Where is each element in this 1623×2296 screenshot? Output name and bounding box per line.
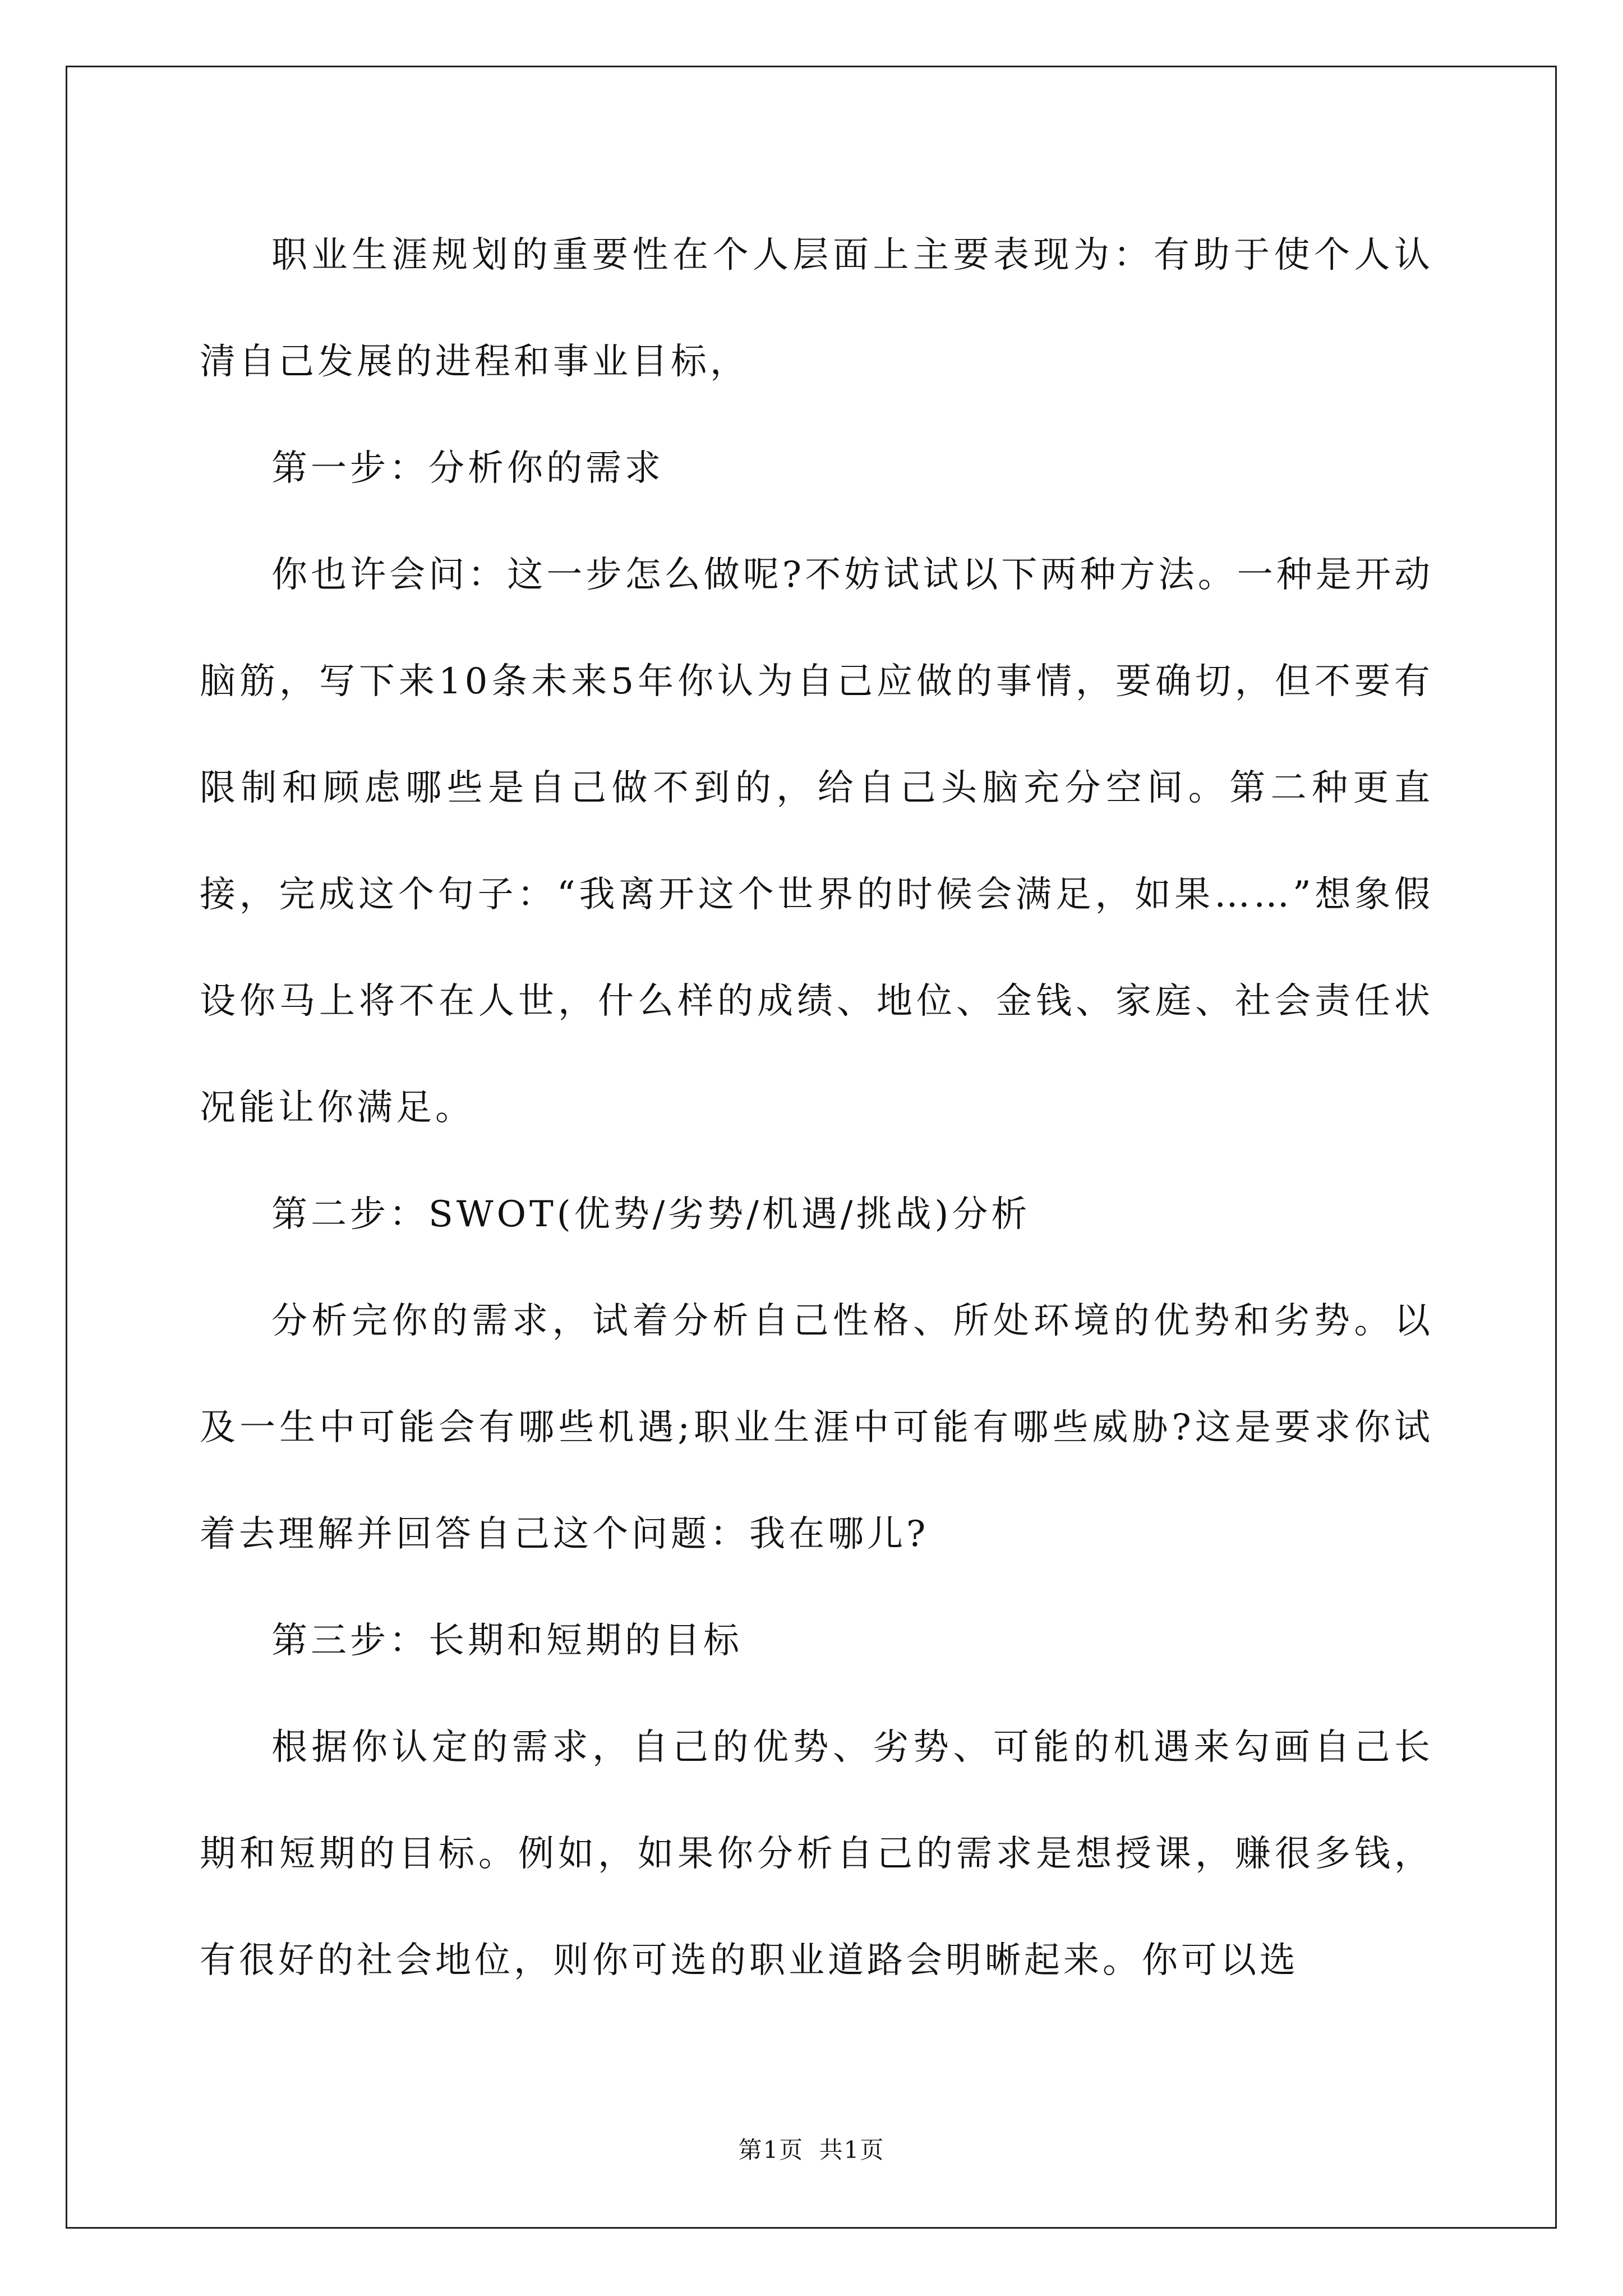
heading-step-3: 第三步：长期和短期的目标 — [271, 1620, 743, 1662]
paragraph-intro: 职业生涯规划的重要性在个人层面上主要表现为：有助于使个人认清自己发展的进程和事业目标， — [200, 234, 1433, 383]
document-body — [200, 202, 1433, 2014]
page-number: 第1页 — [738, 2136, 804, 2164]
paragraph-step-1: 你也许会问：这一步怎么做呢?不妨试试以下两种方法。一种是开动脑筋，写下来10条未来5年你认为自己应做的事情，要确切，但不要有限制和顾虑哪些是自己做不到的，给自己头脑充分空间。第二种更直接，完成这个句子：“我离开这个世界的时候会满足，如果……”想象假设你马上将不在人世，什么样的成绩、地位、金钱、家庭、社会责任状况能让你满足。 — [200, 554, 1433, 1129]
page-total: 共1页 — [819, 2136, 885, 2164]
page-footer — [0, 2132, 1623, 2165]
heading-step-1: 第一步：分析你的需求 — [271, 448, 664, 489]
paragraph-step-2: 分析完你的需求，试着分析自己性格、所处环境的优势和劣势。以及一生中可能会有哪些机遇;职业生涯中可能有哪些威胁?这是要求你试着去理解并回答自己这个问题：我在哪儿? — [200, 1300, 1433, 1555]
paragraph-step-3: 根据你认定的需求，自己的优势、劣势、可能的机遇来勾画自己长期和短期的目标。例如，如果你分析自己的需求是想授课，赚很多钱，有很好的社会地位，则你可选的职业道路会明晰起来。你可以选 — [200, 1727, 1433, 1981]
heading-step-2: 第二步：SWOT(优势/劣势/机遇/挑战)分析 — [271, 1194, 1031, 1235]
